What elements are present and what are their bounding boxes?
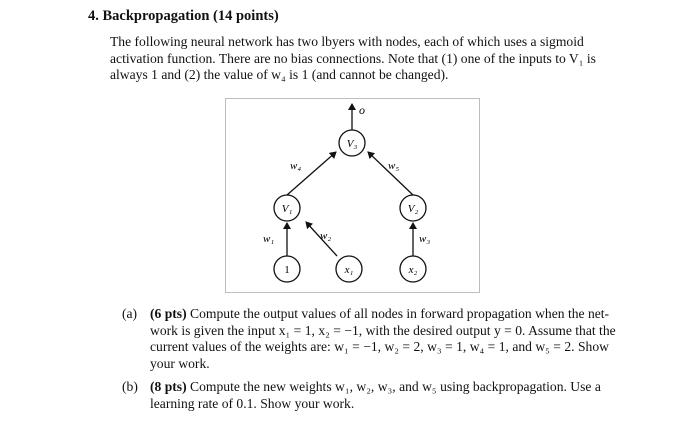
part-a-points: (6 pts) <box>150 306 187 321</box>
intro-line-1: The following neural network has two lbyers with nodes, each of which uses a sigmoid <box>110 34 584 49</box>
node-x1-label: x₁ <box>344 264 354 276</box>
part-b <box>122 379 640 412</box>
problem-intro <box>110 34 635 84</box>
part-b-line-2: learning rate of 0.1. Show your work. <box>150 395 355 411</box>
part-b-marker: (b) <box>122 379 138 394</box>
node-v3-label: V₃ <box>346 138 358 150</box>
intro-line-3: always 1 and (2) the value of w₄ is 1 (and cannot be changed). <box>110 67 449 82</box>
weight-w2-label: w₂ <box>320 230 332 242</box>
node-x2-label: x₂ <box>408 264 418 276</box>
part-a-line-1 <box>150 306 640 323</box>
network-svg <box>225 98 480 293</box>
part-a-line-1-text: Compute the output values of all nodes in forward propagation when the net- <box>190 306 610 321</box>
problem-heading: 4. Backpropagation (14 points) <box>88 8 279 24</box>
part-a-line-3: current values of the weights are: w₁ = −1, w₂ = 2, w₃ = 1, w₄ = 1, and w₅ = 2. Show <box>150 339 609 354</box>
part-b-points: (8 pts) <box>150 379 187 394</box>
node-v2-label: V₂ <box>407 203 419 215</box>
part-a <box>122 306 640 372</box>
part-a-marker: (a) <box>122 306 138 321</box>
edge-w5 <box>368 152 413 195</box>
intro-line-2: activation function. There are no bias connections. Note that (1) one of the inputs to V₁ is <box>110 50 596 66</box>
part-b-line-1 <box>150 379 640 396</box>
part-a-line-4: your work. <box>150 355 210 371</box>
part-a-line-2: work is given the input x₁ = 1, x₂ = −1, with the desired output y = 0. Assume that the <box>150 322 616 338</box>
output-label: o <box>359 103 365 117</box>
network-diagram <box>225 98 480 293</box>
weight-w4-label: w₄ <box>290 160 302 172</box>
node-input-one-label: 1 <box>284 264 290 276</box>
weight-w5-label: w₅ <box>388 160 400 172</box>
part-b-line-1-text: Compute the new weights w₁, w₂, w₃, and w₅ using backpropagation. Use a <box>190 379 601 394</box>
edge-w4 <box>287 152 336 195</box>
weight-w3-label: w₃ <box>419 233 431 245</box>
weight-w1-label: w₁ <box>263 233 275 245</box>
node-v1-label: V₁ <box>281 203 293 215</box>
problem-parts <box>122 306 640 419</box>
